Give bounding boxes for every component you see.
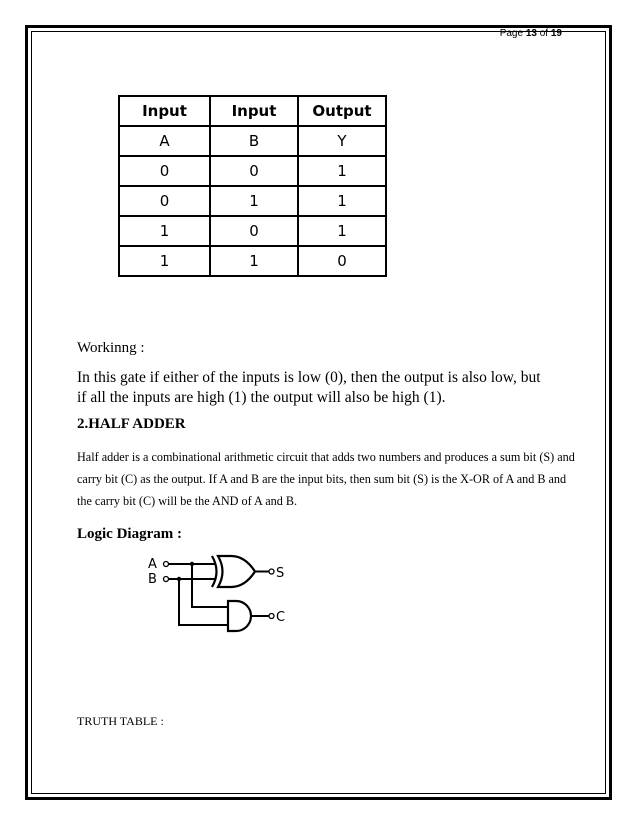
- xor-gate: [212, 556, 255, 587]
- page-number: [500, 28, 562, 39]
- page-total: 19: [550, 28, 562, 39]
- table-cell: 1: [210, 186, 298, 216]
- and-gate: [228, 601, 251, 631]
- input-a-terminal: [164, 562, 169, 567]
- truth-table: [118, 95, 387, 277]
- input-b-label: B: [148, 572, 157, 587]
- table-cell: 0: [298, 246, 386, 276]
- truth-table-heading: TRUTH TABLE :: [77, 714, 164, 728]
- table-row: [119, 156, 386, 186]
- table-cell: 1: [210, 246, 298, 276]
- table-cell: 0: [119, 186, 210, 216]
- output-s-label: S: [276, 566, 285, 581]
- logic-diagram-heading: Logic Diagram :: [77, 526, 182, 542]
- table-row: [119, 246, 386, 276]
- table-cell: Y: [298, 126, 386, 156]
- table-cell: B: [210, 126, 298, 156]
- table-header-cell: Output: [298, 96, 386, 126]
- page-prefix: Page: [499, 28, 524, 39]
- wires: [169, 564, 229, 625]
- junction-b: [177, 577, 181, 581]
- half-adder-heading: 2.HALF ADDER: [77, 416, 186, 432]
- table-cell: 0: [210, 156, 298, 186]
- table-row: [119, 126, 386, 156]
- table-cell: 1: [119, 216, 210, 246]
- table-row: [119, 186, 386, 216]
- input-b-terminal: [164, 577, 169, 582]
- output-s-terminal: [269, 569, 274, 574]
- table-cell: 0: [119, 156, 210, 186]
- output-c-label: C: [276, 610, 286, 625]
- table-header-cell: Input: [119, 96, 210, 126]
- table-cell: 1: [298, 186, 386, 216]
- table-cell: A: [119, 126, 210, 156]
- table-header-cell: Input: [210, 96, 298, 126]
- table-cell: 0: [210, 216, 298, 246]
- table-cell: 1: [119, 246, 210, 276]
- table-row: [119, 216, 386, 246]
- junction-a: [190, 562, 194, 566]
- table-cell: 1: [298, 216, 386, 246]
- page-current: 13: [525, 28, 537, 39]
- workinng-label: Workinng :: [77, 340, 145, 356]
- table-cell: 1: [298, 156, 386, 186]
- half-adder-logic-diagram: [143, 553, 313, 635]
- page-of: of: [539, 28, 549, 39]
- half-adder-paragraph: Half adder is a combinational arithmetic circuit that adds two numbers and produces a sum bit (S) and carry bit (C) as the output. If A and B are the input bits, then sum bit (S) is the X-OR of A and B and the carry bit (C) will be the AND of A and B.: [77, 450, 575, 508]
- table-header-row: [119, 96, 386, 126]
- input-a-label: A: [148, 557, 157, 572]
- workinng-paragraph: In this gate if either of the inputs is low (0), then the output is also low, but if all the inputs are high (1) the output will also be high (1).: [77, 369, 541, 406]
- output-c-terminal: [269, 614, 274, 619]
- output-wires: [251, 572, 269, 617]
